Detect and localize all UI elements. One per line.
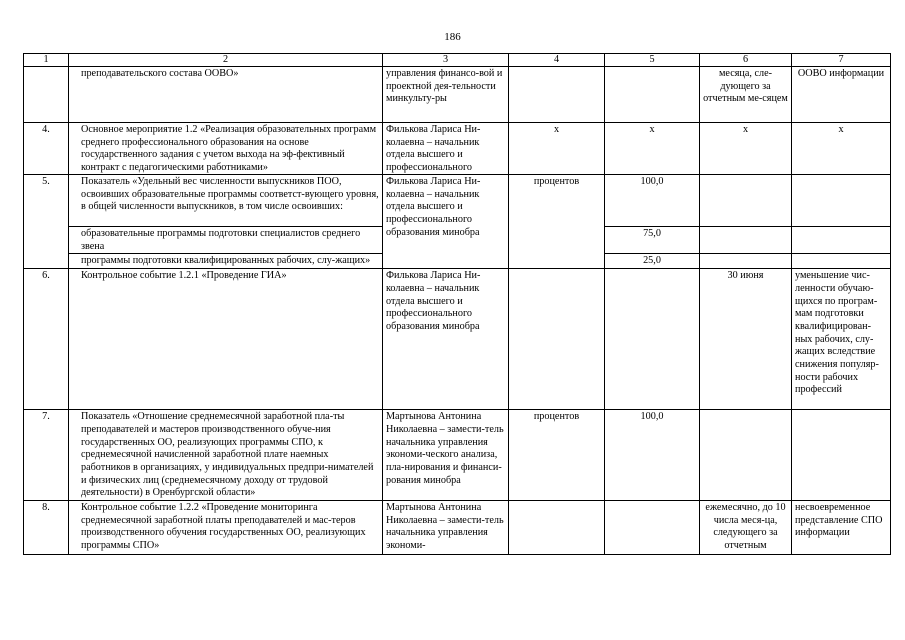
- col-header-4: 4: [509, 54, 605, 67]
- event-cell: программы подготовки квалифицированных рабочих, слу-жащих»: [69, 254, 383, 269]
- result-cell: [792, 254, 891, 269]
- row-number: 4.: [24, 123, 69, 175]
- unit-cell: процентов: [509, 175, 605, 269]
- responsible-cell: Филькова Лариса Ни-колаевна – начальник отдела высшего и профессионального: [383, 123, 509, 175]
- col-header-7: 7: [792, 54, 891, 67]
- result-cell: [792, 227, 891, 254]
- responsible-cell: управления финансо-вой и проектной дея-тельности минкульту-ры: [383, 67, 509, 123]
- plan-table: [23, 53, 891, 555]
- event-cell: Контрольное событие 1.2.1 «Проведение ГИА»: [69, 269, 383, 410]
- col-header-5: 5: [605, 54, 700, 67]
- header-row: [24, 54, 891, 67]
- col-header-6: 6: [700, 54, 792, 67]
- term-cell: [700, 254, 792, 269]
- term-cell: ежемесячно, до 10 числа меся-ца, следующего за отчетным: [700, 501, 792, 555]
- term-cell: х: [700, 123, 792, 175]
- table-row: [24, 67, 891, 123]
- responsible-cell: Мартынова Антонина Николаевна – замести-тель начальника управления экономи-ческого анализа, пла-нирования и финанси-рования минобра: [383, 410, 509, 501]
- term-cell: [700, 227, 792, 254]
- value-cell: 25,0: [605, 254, 700, 269]
- responsible-cell: Филькова Лариса Ни-колаевна – начальник отдела высшего и профессионального образования минобра: [383, 269, 509, 410]
- table-row: [24, 175, 891, 227]
- row-number: [24, 67, 69, 123]
- unit-cell: [509, 67, 605, 123]
- term-cell: [700, 175, 792, 227]
- term-cell: месяца, сле-дующего за отчетным ме-сяцем: [700, 67, 792, 123]
- result-cell: [792, 175, 891, 227]
- value-cell: 100,0: [605, 175, 700, 227]
- value-cell: 75,0: [605, 227, 700, 254]
- event-cell: Показатель «Отношение среднемесячной заработной пла-ты преподавателей и мастеров производственного обуче-ния государственных ОО, реализующих программы СПО, к среднемесячной начисленной заработной плате наемных работников в организациях, у индивидуальных предпри-нимателей и физических лиц (среднемесячному доходу от трудовой деятельности) в Оренбургской области»: [69, 410, 383, 501]
- row-number: 6.: [24, 269, 69, 410]
- result-cell: [792, 410, 891, 501]
- result-cell: ООВО информации: [792, 67, 891, 123]
- value-cell: х: [605, 123, 700, 175]
- value-cell: [605, 269, 700, 410]
- responsible-cell: Мартынова Антонина Николаевна – замести-тель начальника управления экономи-: [383, 501, 509, 555]
- term-cell: 30 июня: [700, 269, 792, 410]
- event-cell: Основное мероприятие 1.2 «Реализация образовательных программ среднего профессионального образования на основе государственного задания с учетом выхода на эф-фективный контракт с педагогическими работниками»: [69, 123, 383, 175]
- row-number: 8.: [24, 501, 69, 555]
- term-cell: [700, 410, 792, 501]
- value-cell: 100,0: [605, 410, 700, 501]
- unit-cell: [509, 501, 605, 555]
- unit-cell: [509, 269, 605, 410]
- table-row: [24, 501, 891, 555]
- responsible-cell: Филькова Лариса Ни-колаевна – начальник отдела высшего и профессионального образования минобра: [383, 175, 509, 269]
- event-cell: образовательные программы подготовки специалистов среднего звена: [69, 227, 383, 254]
- unit-cell: процентов: [509, 410, 605, 501]
- col-header-2: 2: [69, 54, 383, 67]
- event-cell: Показатель «Удельный вес численности выпускников ПОО, освоивших образовательные программы соответст-вующего уровня, в общей численности выпускников, в том числе освоивших:: [69, 175, 383, 227]
- value-cell: [605, 67, 700, 123]
- page-number: 186: [444, 31, 461, 43]
- col-header-3: 3: [383, 54, 509, 67]
- result-cell: несвоевременное представление СПО информации: [792, 501, 891, 555]
- row-number: 7.: [24, 410, 69, 501]
- result-cell: уменьшение чис-ленности обучаю-щихся по програм-мам подготовки квалифицирован-ных рабочих, слу-жащих вследствие снижения популяр-ности рабочих профессий: [792, 269, 891, 410]
- result-cell: х: [792, 123, 891, 175]
- event-cell: Контрольное событие 1.2.2 «Проведение мониторинга среднемесячной заработной платы преподавателей и мас-теров производственного обучения государственных ОО, реализующих программы СПО»: [69, 501, 383, 555]
- unit-cell: х: [509, 123, 605, 175]
- table-row: [24, 123, 891, 175]
- table-row: [24, 410, 891, 501]
- row-number: 5.: [24, 175, 69, 269]
- value-cell: [605, 501, 700, 555]
- event-cell: преподавательского состава ООВО»: [69, 67, 383, 123]
- table-row: [24, 269, 891, 410]
- col-header-1: 1: [24, 54, 69, 67]
